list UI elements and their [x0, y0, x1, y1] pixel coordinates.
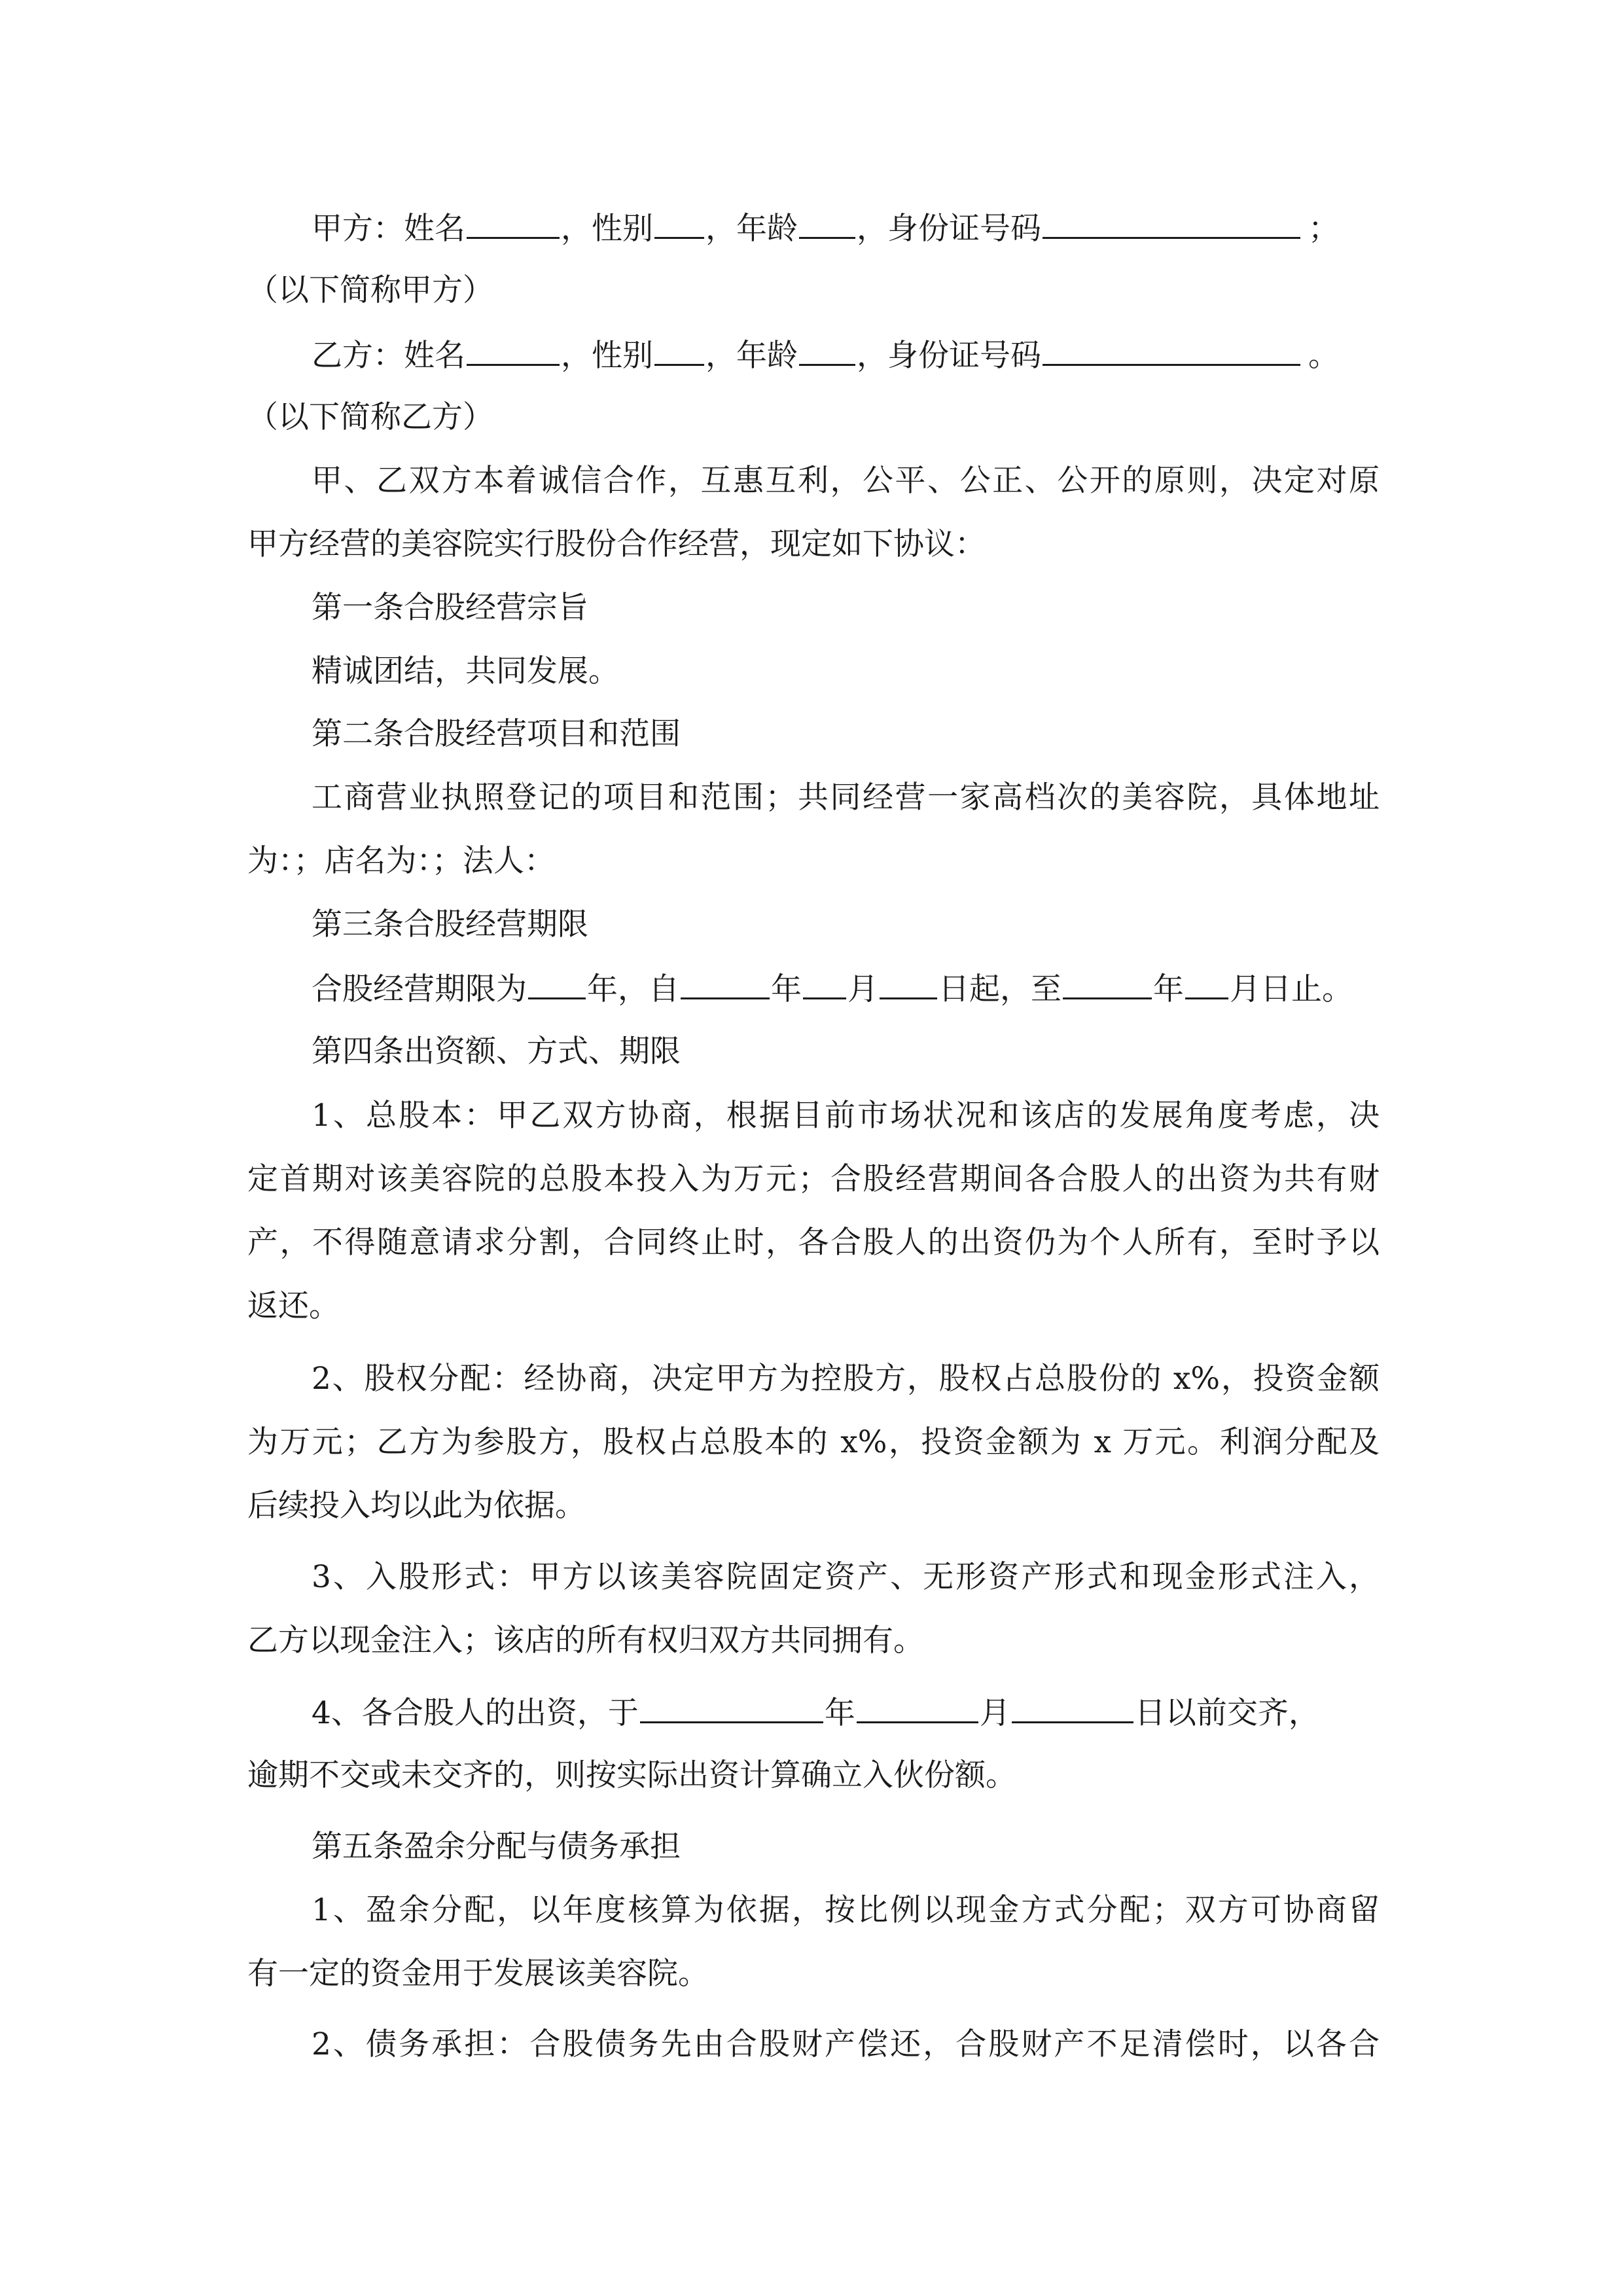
article-4-title: 第四条出资额、方式、期限	[312, 1033, 681, 1069]
name-blank[interactable]	[467, 335, 560, 366]
article-1-title: 第一条合股经营宗旨	[312, 590, 588, 626]
article-4-p2-line-1: 2、股权分配：经协商，决定甲方为控股方，股权占总股份的 x%，投资金额	[312, 1361, 1380, 1397]
start-year-blank[interactable]	[681, 969, 770, 999]
article-4-p4-line-2: 逾期不交或未交齐的，则按实际出资计算确立入伙份额。	[247, 1757, 1016, 1793]
deadline-year-blank[interactable]	[640, 1693, 823, 1723]
deadline-day-blank[interactable]	[1012, 1693, 1133, 1723]
intro-line-2: 甲方经营的美容院实行股份合作经营，现定如下协议：	[247, 526, 986, 562]
article-2-line-2: 为：；店名为：；法人：	[247, 843, 555, 879]
article-4-p4-line-1: 4、各合股人的出资，于 年 月 日以前交齐，	[312, 1693, 1380, 1732]
party-a-note: （以下简称甲方）	[247, 272, 493, 308]
article-5-title: 第五条盈余分配与债务承担	[312, 1829, 681, 1865]
article-5-p1-line-2: 有一定的资金用于发展该美容院。	[247, 1956, 709, 1992]
article-3-title: 第三条合股经营期限	[312, 906, 588, 942]
article-4-p1-line-4: 返还。	[247, 1288, 340, 1324]
article-5-p2-line-1: 2、债务承担：合股债务先由合股财产偿还，合股财产不足清偿时，以各合	[312, 2026, 1380, 2062]
age-blank[interactable]	[799, 208, 855, 239]
article-5-p1-line-1: 1、盈余分配，以年度核算为依据，按比例以现金方式分配；双方可协商留	[312, 1892, 1380, 1928]
start-month-blank[interactable]	[803, 969, 846, 999]
article-3-term-line: 合股经营期限为 年，自 年 月 日起，至 年 月日止。	[312, 969, 1380, 1008]
age-blank[interactable]	[799, 335, 855, 366]
party-b-line: 乙方：姓名 ，性别 ，年龄 ，身份证号码 。	[312, 335, 1380, 374]
article-4-p2-line-3: 后续投入均以此为依据。	[247, 1488, 586, 1524]
article-4-p1-line-3: 产，不得随意请求分割，合同终止时，各合股人的出资仍为个人所有，至时予以	[247, 1225, 1380, 1261]
party-a-line: 甲方：姓名 ，性别 ，年龄 ，身份证号码 ；	[312, 208, 1380, 247]
article-2-line-1: 工商营业执照登记的项目和范围；共同经营一家高档次的美容院，具体地址	[312, 780, 1380, 816]
article-4-p3-line-1: 3、入股形式：甲方以该美容院固定资产、无形资产形式和现金形式注入，	[312, 1559, 1380, 1595]
article-4-p2-line-2: 为万元；乙方为参股方，股权占总股本的 x%，投资金额为 x 万元。利润分配及	[247, 1424, 1380, 1460]
start-day-blank[interactable]	[880, 969, 937, 999]
deadline-month-blank[interactable]	[857, 1693, 978, 1723]
id-number-blank[interactable]	[1043, 335, 1300, 366]
name-blank[interactable]	[467, 208, 560, 239]
end-month-blank[interactable]	[1185, 969, 1228, 999]
article-4-p1-line-1: 1、总股本：甲乙双方协商，根据目前市场状况和该店的发展角度考虑，决	[312, 1098, 1380, 1134]
article-2-title: 第二条合股经营项目和范围	[312, 716, 681, 752]
gender-blank[interactable]	[654, 335, 704, 366]
id-number-blank[interactable]	[1043, 208, 1300, 239]
article-4-p1-line-2: 定首期对该美容院的总股本投入为万元；合股经营期间各合股人的出资为共有财	[247, 1161, 1380, 1197]
party-b-note: （以下简称乙方）	[247, 399, 493, 435]
end-year-blank[interactable]	[1063, 969, 1152, 999]
article-4-p3-line-2: 乙方以现金注入；该店的所有权归双方共同拥有。	[247, 1623, 924, 1659]
gender-blank[interactable]	[654, 208, 704, 239]
article-1-body: 精诚团结，共同发展。	[312, 653, 619, 689]
years-blank[interactable]	[528, 969, 586, 999]
intro-line-1: 甲、乙双方本着诚信合作，互惠互利，公平、公正、公开的原则，决定对原	[312, 463, 1380, 499]
